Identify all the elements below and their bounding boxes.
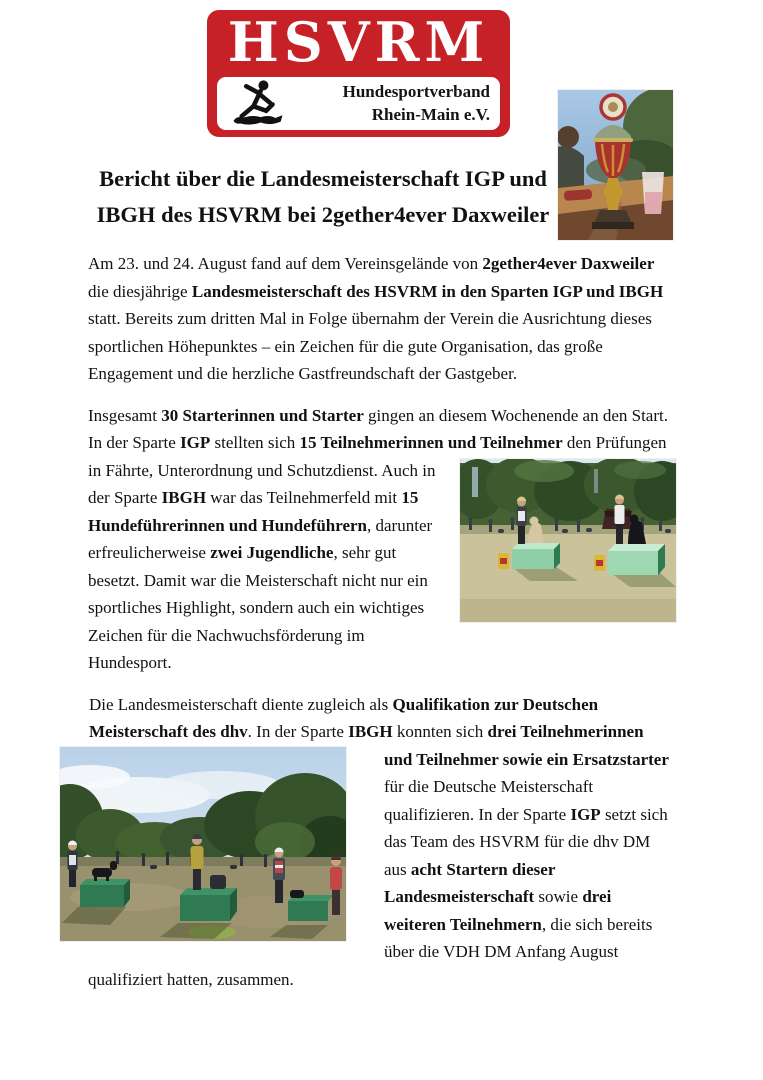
logo-acronym-text: HSVRM	[227, 10, 490, 74]
field-two-podiums-photo	[460, 459, 676, 622]
paragraph-qualification-text: Die Landesmeisterschaft diente zugleich als Qualifikation zur Deutschen Meisterschaft des dhv. In der Sparte IBGH konnten sich drei Teilnehmerinnen und Teilnehmer sowie ein Ersatzstarter für die Deutsche Meisterschaft qualifizieren. In der Sparte IGP setzt sich das Team des HSVRM für die dhv DM aus acht Startern dieser Landesmeisterschaft sowie drei weiteren Teilnehmern, die sich bereits über die VDH DM Anfang August qualifiziert hatten, zusammen.	[88, 694, 669, 989]
field-two-podiums-graphic	[460, 459, 676, 622]
field-three-podiums-photo	[60, 747, 346, 941]
report-body	[88, 161, 676, 1007]
logo-org-name-line2: Rhein-Main e.V.	[371, 105, 490, 124]
paragraph-qualification	[88, 691, 676, 994]
logo-org-name-line1: Hundesportverband	[342, 82, 490, 101]
paragraph-starters	[88, 402, 676, 677]
running-handler-with-dog-icon	[229, 79, 287, 128]
logo-name-box	[217, 77, 500, 130]
float-spacer-right	[675, 402, 676, 459]
hsvrm-logo	[207, 10, 510, 137]
field-three-podiums-graphic	[60, 747, 346, 941]
paragraph-starters-text: Insgesamt 30 Starterinnen und Starter gingen an diesem Wochenende an den Start. In der Sparte IGP stellten sich 15 Teilnehmerinnen und Teilnehmer den Prüfungen in Fährte, Unterordnung und Schutzdienst. Auch in der Sparte IBGH war das Teilnehmerfeld mit 15 Hundeführerinnen und Hundeführern, darunter erfreulicherweise zwei Jugendliche, sehr gut besetzt. Damit war die Meisterschaft nicht nur ein sportliches Highlight, sondern auch ein wichtiges Zeichen für die Nachwuchsförderung im Hundesport.	[88, 405, 668, 672]
paragraph-intro: Am 23. und 24. August fand auf dem Vereinsgelände von 2gether4ever Daxweiler die diesjährige Landesmeisterschaft des HSVRM in den Sparten IGP und IBGH statt. Bereits zum dritten Mal in Folge übernahm der Verein die Ausrichtung dieses sportlichen Höhepunktes – ein Zeichen für die gute Organisation, das große Engagement und die herzliche Gastfreundschaft der Gastgeber.	[88, 254, 664, 383]
report-title: Bericht über die Landesmeisterschaft IGP und IBGH des HSVRM bei 2gether4ever Daxweiler	[96, 166, 550, 227]
